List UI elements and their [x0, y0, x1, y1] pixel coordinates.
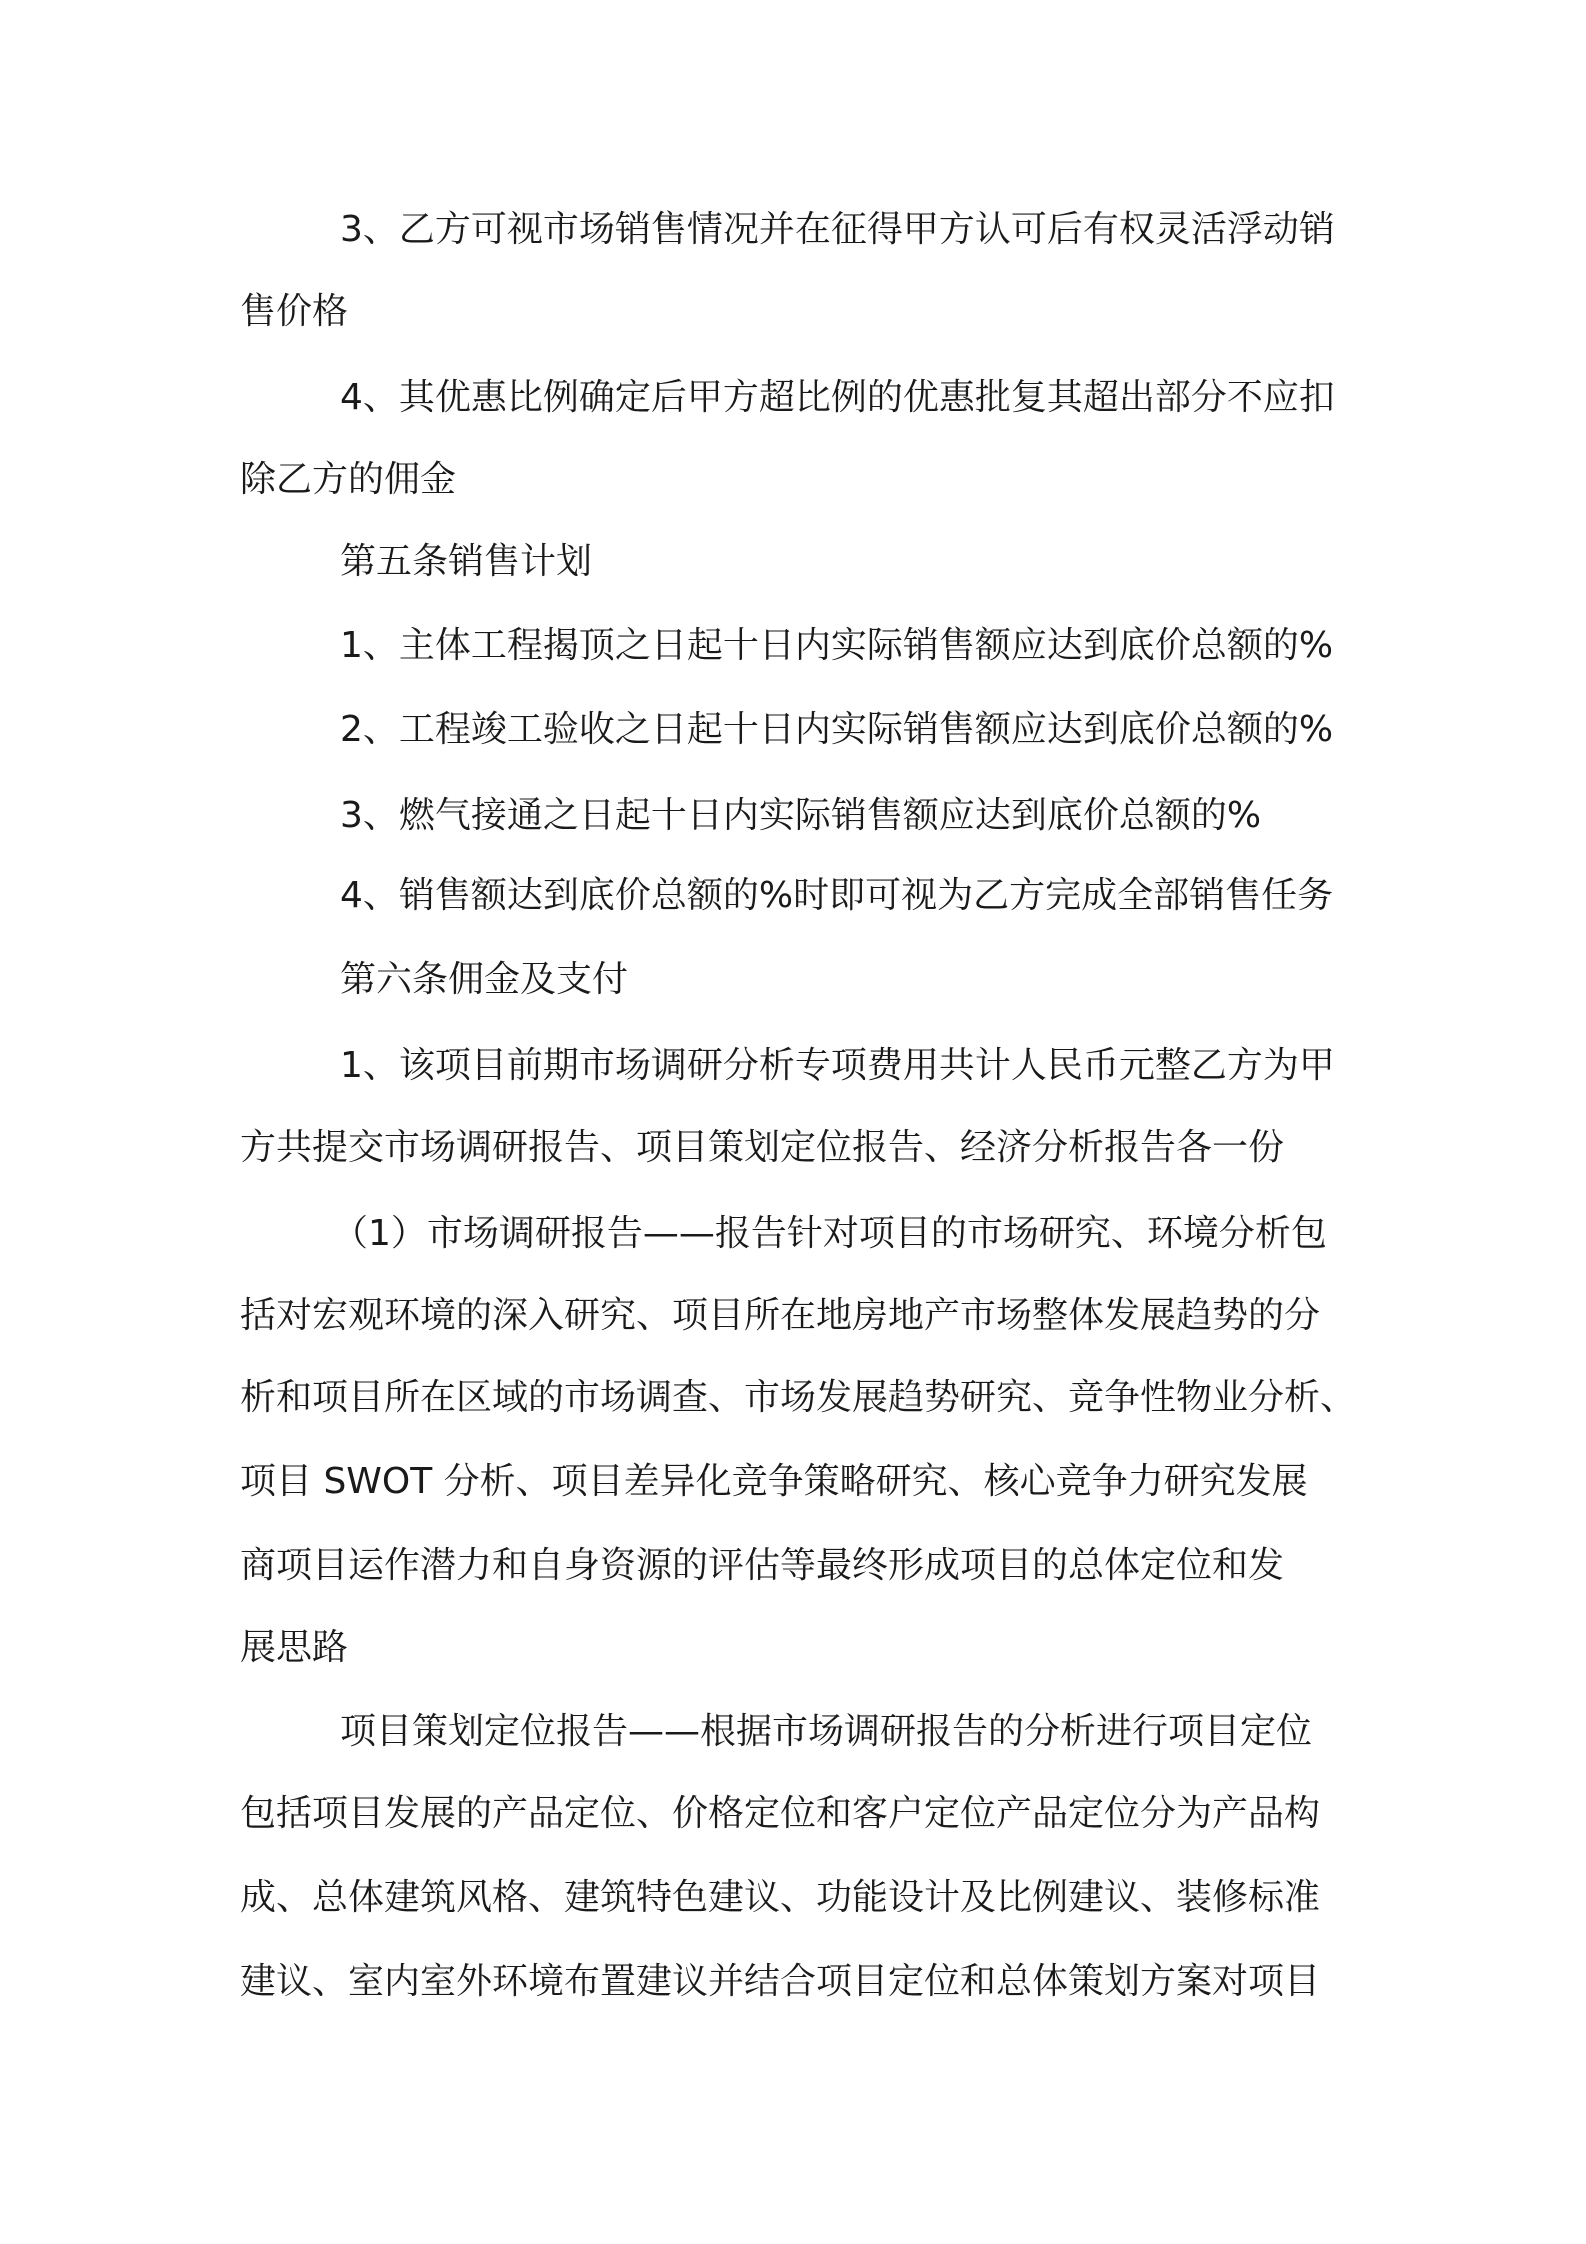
clause-4-item-3-line-1: 3、乙方可视市场销售情况并在征得甲方认可后有权灵活浮动销: [340, 209, 1335, 250]
clause-5-item-3: 3、燃气接通之日起十日内实际销售额应达到底价总额的%: [340, 795, 1262, 836]
clause-5-item-1: 1、主体工程揭顶之日起十日内实际销售额应达到底价总额的%: [340, 625, 1334, 666]
section-heading-6: 第六条佣金及支付: [340, 959, 629, 1000]
positioning-report-line-2: 包括项目发展的产品定位、价格定位和客户定位产品定位分为产品构: [240, 1793, 1321, 1834]
sub-item-1-line-5: 商项目运作潜力和自身资源的评估等最终形成项目的总体定位和发: [240, 1545, 1285, 1586]
section-heading-5: 第五条销售计划: [340, 541, 593, 582]
sub-item-1-line-4: 项目 SWOT 分析、项目差异化竞争策略研究、核心竞争力研究发展: [240, 1461, 1308, 1502]
sub-item-1-line-3: 析和项目所在区域的市场调查、市场发展趋势研究、竞争性物业分析、: [240, 1377, 1357, 1418]
clause-6-item-1-line-1: 1、该项目前期市场调研分析专项费用共计人民币元整乙方为甲: [340, 1045, 1335, 1086]
clause-6-item-1-line-2: 方共提交市场调研报告、项目策划定位报告、经济分析报告各一份: [240, 1127, 1285, 1168]
sub-item-1-line-2: 括对宏观环境的深入研究、项目所在地房地产市场整体发展趋势的分: [240, 1295, 1321, 1336]
sub-item-1-line-1: （1）市场调研报告——报告针对项目的市场研究、环境分析包: [332, 1213, 1327, 1254]
clause-4-item-4-line-1: 4、其优惠比例确定后甲方超比例的优惠批复其超出部分不应扣: [340, 377, 1335, 418]
clause-4-item-4-line-2: 除乙方的佣金: [240, 459, 457, 500]
clause-5-item-4: 4、销售额达到底价总额的%时即可视为乙方完成全部销售任务: [340, 875, 1334, 916]
sub-item-1-line-6: 展思路: [240, 1627, 349, 1668]
positioning-report-line-4: 建议、室内室外环境布置建议并结合项目定位和总体策划方案对项目: [240, 1961, 1321, 2002]
positioning-report-line-3: 成、总体建筑风格、建筑特色建议、功能设计及比例建议、装修标准: [240, 1877, 1321, 1918]
positioning-report-line-1: 项目策划定位报告——根据市场调研报告的分析进行项目定位: [340, 1711, 1313, 1752]
clause-4-item-3-line-2: 售价格: [240, 291, 349, 332]
clause-5-item-2: 2、工程竣工验收之日起十日内实际销售额应达到底价总额的%: [340, 709, 1334, 750]
